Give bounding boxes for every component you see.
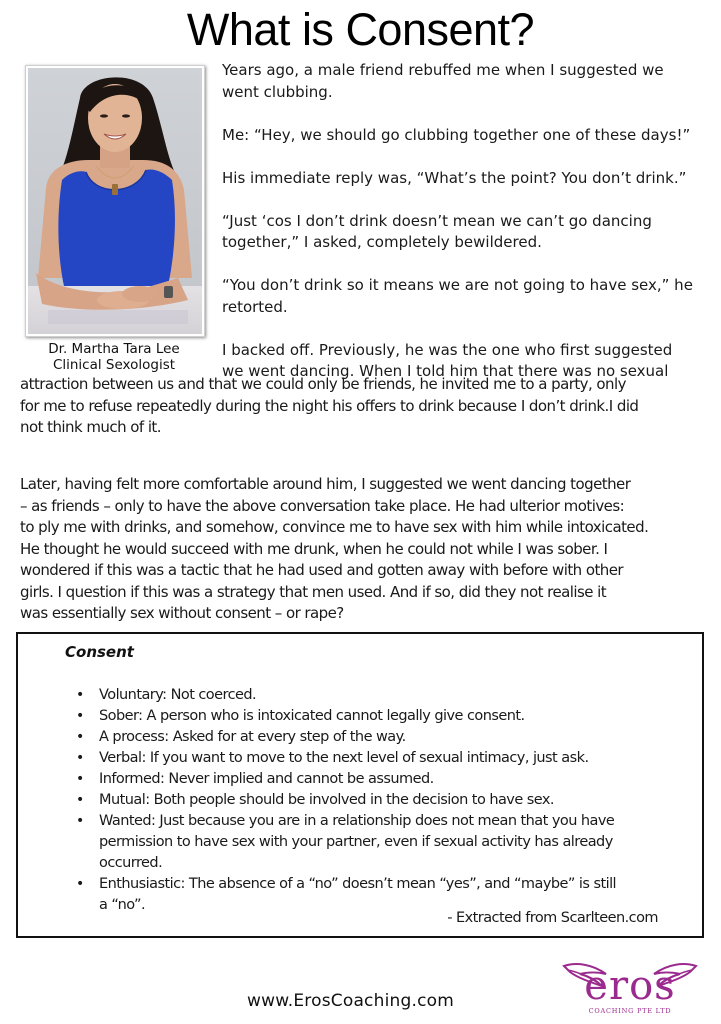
list-item-text: Sober: A person who is intoxicated cannot legally give consent. — [99, 708, 525, 724]
text-line: I backed off. Previously, he was the one who first suggested — [222, 340, 673, 359]
author-photo-frame — [25, 65, 205, 337]
paragraph — [222, 125, 712, 147]
consent-criteria-list — [76, 685, 616, 916]
intro-text — [222, 60, 712, 383]
consent-box-title: Consent — [65, 643, 134, 661]
list-item-text: occurred. — [99, 855, 163, 871]
text-line: Later, having felt more comfortable around him, I suggested we went dancing together — [20, 475, 631, 493]
author-role: Clinical Sexologist — [52, 357, 176, 373]
paragraph-continued — [20, 374, 720, 439]
list-item-text: A process: Asked for at every step of the way. — [99, 729, 406, 745]
bullet-icon: • — [76, 708, 84, 724]
list-item-text: Voluntary: Not coerced. — [99, 687, 257, 703]
list-item — [76, 685, 616, 706]
list-item-text: Wanted: Just because you are in a relationship does not mean that you have — [99, 813, 615, 829]
bullet-icon: • — [76, 813, 84, 829]
author-photo — [28, 68, 202, 334]
text-line: we went dancing. When I told him that there was no sexual — [222, 362, 669, 380]
page-title: What is Consent? — [186, 4, 535, 55]
consent-definition-box — [16, 632, 704, 938]
text-line: was essentially sex without consent – or rape? — [20, 604, 344, 622]
bullet-icon: • — [76, 750, 84, 766]
paragraph-later — [20, 474, 720, 625]
paragraph — [222, 275, 712, 318]
source-attribution: - Extracted from Scarlteen.com — [447, 910, 658, 926]
list-item — [76, 706, 616, 727]
footer-website-link[interactable]: www.ErosCoaching.com — [247, 991, 454, 1011]
logo-subtitle: COACHING PTE LTD — [588, 1007, 672, 1015]
text-line: went clubbing. — [222, 82, 333, 101]
list-item-text: Verbal: If you want to move to the next level of sexual intimacy, just ask. — [99, 750, 589, 766]
text-line: He thought he would succeed with me drunk, when he could not while I was sober. I — [20, 539, 608, 558]
list-item-text: permission to have sex with your partner, even if sexual activity has already — [99, 834, 613, 850]
list-item — [76, 790, 616, 811]
list-item-text: Enthusiastic: The absence of a “no” doesn’t mean “yes”, and “maybe” is still — [99, 876, 617, 892]
list-item — [76, 769, 616, 790]
portrait-illustration — [28, 68, 202, 334]
text-line: – as friends – only to have the above conversation take place. He had ulterior motives: — [20, 496, 625, 515]
text-line: together,” I asked, completely bewildered. — [222, 233, 542, 251]
text-line: His immediate reply was, “What’s the point? You don’t drink.” — [222, 168, 687, 187]
text-line: attraction between us and that we could only be friends, he invited me to a party, only — [20, 375, 626, 393]
paragraph — [222, 211, 712, 254]
text-line: Years ago, a male friend rebuffed me when I suggested we — [222, 61, 664, 79]
paragraph — [222, 60, 712, 103]
bullet-icon: • — [76, 792, 84, 808]
text-line: not think much of it. — [20, 418, 161, 436]
text-line: girls. I question if this was a strategy that men used. And if so, did they not realise it — [20, 582, 607, 601]
list-item — [76, 748, 616, 769]
text-line: for me to refuse repeatedly during the night his offers to drink because I don’t drink.I did — [20, 396, 639, 415]
text-line: Me: “Hey, we should go clubbing together one of these days!” — [222, 125, 691, 144]
text-line: wondered if this was a tactic that he had used and gotten away with before with other — [20, 561, 624, 579]
list-item-text: Informed: Never implied and cannot be assumed. — [99, 771, 434, 787]
eros-coaching-logo — [562, 960, 698, 1020]
text-line: to ply me with drinks, and somehow, convince me to have sex with him while intoxicated. — [20, 518, 649, 536]
text-line: retorted. — [222, 297, 288, 316]
logo-wordmark: eros — [584, 963, 676, 1009]
bullet-icon: • — [76, 729, 84, 745]
author-name: Dr. Martha Tara Lee — [48, 341, 180, 357]
text-line: “You don’t drink so it means we are not going to have sex,” he — [222, 276, 693, 294]
text-line: “Just ‘cos I don’t drink doesn’t mean we can’t go dancing — [222, 211, 652, 230]
list-item — [76, 727, 616, 748]
author-caption — [10, 341, 218, 373]
list-item — [76, 811, 616, 874]
bullet-icon: • — [76, 876, 84, 892]
list-item-text: Mutual: Both people should be involved in the decision to have sex. — [99, 792, 554, 808]
bullet-icon: • — [76, 771, 84, 787]
bullet-icon: • — [76, 687, 84, 703]
paragraph — [222, 168, 712, 190]
list-item-text: a “no”. — [99, 897, 146, 913]
